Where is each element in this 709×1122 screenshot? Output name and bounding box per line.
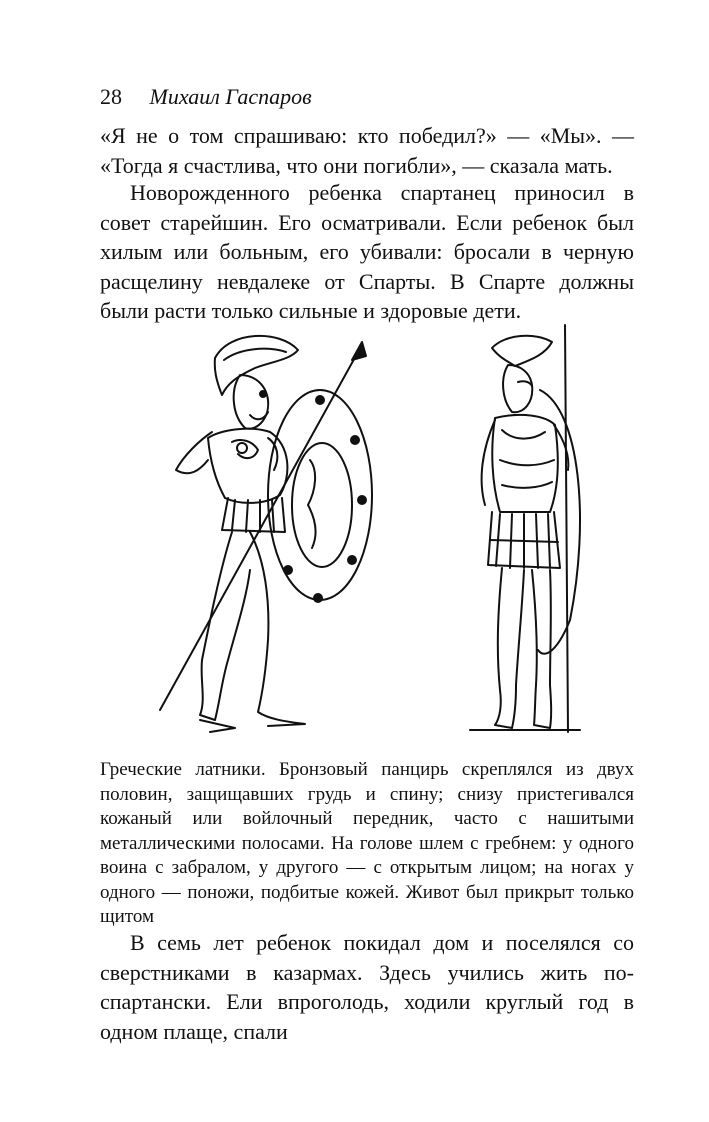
running-header xyxy=(100,84,312,110)
paragraph-3: В семь лет ребенок покидал дом и поселялся со сверстниками в казармах. Здесь учились жить по-спартански. Ели впроголодь, ходили круглый год в одном плаще, спали xyxy=(100,930,634,1044)
page-number: 28 xyxy=(100,84,122,109)
left-hoplite-figure xyxy=(160,336,372,732)
paragraph-1: «Я не о том спрашиваю: кто победил?» — «Мы». — «Тогда я счастлива, что они погибли», — сказала мать. xyxy=(100,123,634,178)
right-hoplite-figure xyxy=(470,325,580,732)
figure-caption: Греческие латники. Бронзовый панцирь скреплялся из двух половин, защищавших грудь и спину; снизу пристегивался кожаный или войлочный передник, часто с нашитыми металлическими полосами. На голове шлем с гребнем: у одного воина с забралом, у другого — с открытым лицом; на ногах у одного — поножи, подбитые кожей. Живот был прикрыт только щитом xyxy=(100,759,634,927)
paragraph-2: Новорожденного ребенка спартанец приносил в совет старейшин. Его осматривали. Если ребенок был хилым или больным, его убивали: бросали в черную расщелину невдалеке от Спарты. В Спарте должны были расти только сильные и здоровые дети. xyxy=(100,180,634,323)
hoplites-illustration xyxy=(140,320,610,740)
author-name: Михаил Гаспаров xyxy=(149,84,312,109)
